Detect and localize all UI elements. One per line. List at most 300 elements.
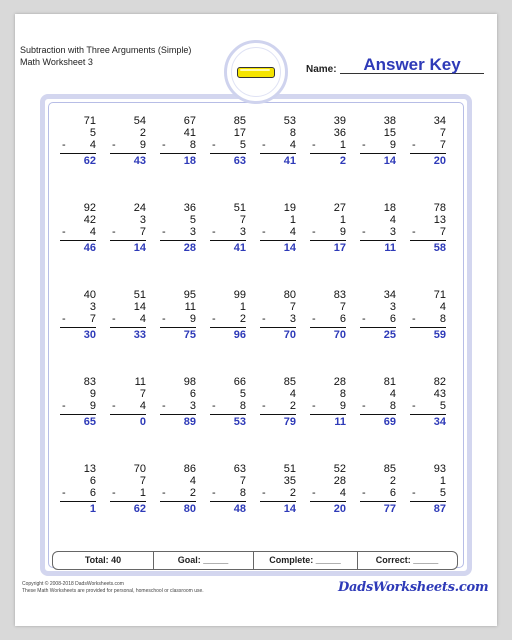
minus-sign: -: [312, 313, 316, 325]
minuend: 99: [233, 289, 246, 301]
operator-row: [206, 140, 246, 151]
answer-rule: [310, 414, 346, 415]
problem: [256, 203, 296, 267]
answer-rule: [160, 414, 196, 415]
minuend: 51: [283, 463, 296, 475]
pencil-badge: [224, 40, 288, 104]
subtrahend-1: 7: [139, 388, 146, 400]
answer-value: 2: [339, 155, 346, 167]
answer-rule: [360, 327, 396, 328]
minus-sign: -: [262, 139, 266, 151]
minuend: 92: [83, 202, 96, 214]
subtrahend-1: 14: [133, 301, 146, 313]
subtrahend-1: 5: [189, 214, 196, 226]
operator-row: [206, 314, 246, 325]
subtrahend-2: 3: [289, 313, 296, 325]
answer-rule: [210, 501, 246, 502]
subtrahend-2: 9: [339, 226, 346, 238]
problem: [206, 290, 246, 354]
answer-rule: [410, 240, 446, 241]
answer-value: 77: [383, 503, 396, 515]
score-footer: [52, 551, 458, 570]
answer-value: 41: [283, 155, 296, 167]
problem: [356, 116, 396, 180]
problem: [206, 116, 246, 180]
problem: [256, 464, 296, 528]
operator-row: [156, 140, 196, 151]
operator-row: [156, 488, 196, 499]
problem: [406, 116, 446, 180]
subtrahend-2: 4: [89, 139, 96, 151]
problem: [156, 464, 196, 528]
problem: [106, 464, 146, 528]
operator-row: [156, 314, 196, 325]
subtrahend-1: 4: [189, 475, 196, 487]
subtrahend-2: 6: [89, 487, 96, 499]
problem: [356, 377, 396, 441]
minuend: 52: [333, 463, 346, 475]
minus-sign: -: [112, 139, 116, 151]
problem: [306, 116, 346, 180]
subtrahend-2: 2: [289, 487, 296, 499]
minuend: 86: [183, 463, 196, 475]
problem: [56, 116, 96, 180]
subtrahend-1: 1: [339, 214, 346, 226]
answer-value: 34: [433, 416, 446, 428]
problem-row: [54, 203, 458, 275]
answer-value: 18: [183, 155, 196, 167]
answer-value: 33: [133, 329, 146, 341]
title-line-2: Math Worksheet 3: [20, 57, 93, 67]
subtrahend-1: 1: [239, 301, 246, 313]
minus-sign: -: [162, 139, 166, 151]
subtrahend-1: 2: [139, 127, 146, 139]
worksheet-title: [20, 44, 191, 68]
minuend: 11: [134, 376, 146, 388]
subtrahend-1: 4: [289, 388, 296, 400]
answer-rule: [210, 153, 246, 154]
minus-sign: -: [212, 400, 216, 412]
subtrahend-1: 43: [433, 388, 446, 400]
answer-rule: [110, 501, 146, 502]
subtrahend-1: 4: [439, 301, 446, 313]
minuend: 28: [333, 376, 346, 388]
operator-row: [106, 401, 146, 412]
minus-sign: -: [362, 226, 366, 238]
answer-value: 63: [233, 155, 246, 167]
subtrahend-2: 8: [239, 400, 246, 412]
subtrahend-1: 3: [389, 301, 396, 313]
answer-value: 79: [283, 416, 296, 428]
problem: [156, 116, 196, 180]
answer-rule: [160, 240, 196, 241]
subtrahend-2: 7: [439, 139, 446, 151]
minuend: 85: [233, 115, 246, 127]
answer-value: 20: [433, 155, 446, 167]
minuend: 70: [133, 463, 146, 475]
answer-value: 30: [83, 329, 96, 341]
problem: [156, 290, 196, 354]
site-logo: DadsWorksheets.com: [338, 580, 489, 595]
subtrahend-1: 1: [289, 214, 296, 226]
minus-sign: -: [262, 487, 266, 499]
subtrahend-2: 6: [389, 313, 396, 325]
answer-value: 28: [183, 242, 196, 254]
minus-sign: -: [212, 487, 216, 499]
problem: [406, 464, 446, 528]
subtrahend-1: 6: [189, 388, 196, 400]
minus-sign: -: [412, 400, 416, 412]
complete-field: Complete: _____: [269, 555, 341, 565]
copyright-line-1: Copyright © 2008-2018 DadsWorksheets.com: [22, 581, 124, 587]
answer-rule: [210, 414, 246, 415]
answer-rule: [60, 153, 96, 154]
subtrahend-1: 5: [89, 127, 96, 139]
subtrahend-1: 4: [389, 388, 396, 400]
subtrahend-1: 2: [389, 475, 396, 487]
subtrahend-1: 36: [333, 127, 346, 139]
total-count: Total: 40: [84, 555, 122, 565]
subtrahend-1: 3: [89, 301, 96, 313]
operator-row: [406, 140, 446, 151]
minuend: 39: [333, 115, 346, 127]
minus-sign: -: [162, 400, 166, 412]
answer-value: 53: [233, 416, 246, 428]
problem: [256, 116, 296, 180]
answer-value: 89: [183, 416, 196, 428]
operator-row: [156, 401, 196, 412]
subtrahend-1: 42: [83, 214, 96, 226]
answer-rule: [260, 501, 296, 502]
minus-sign: -: [412, 487, 416, 499]
answer-rule: [60, 327, 96, 328]
subtrahend-2: 1: [339, 139, 346, 151]
minus-sign: -: [212, 139, 216, 151]
minus-sign: -: [112, 400, 116, 412]
operator-row: [256, 314, 296, 325]
operator-row: [356, 140, 396, 151]
subtrahend-1: 5: [239, 388, 246, 400]
subtrahend-1: 35: [283, 475, 296, 487]
subtrahend-2: 8: [389, 400, 396, 412]
subtrahend-1: 6: [89, 475, 96, 487]
answer-value: 0: [139, 416, 146, 428]
answer-rule: [160, 327, 196, 328]
problem: [56, 203, 96, 267]
subtrahend-1: 3: [139, 214, 146, 226]
subtrahend-2: 9: [339, 400, 346, 412]
minuend: 95: [183, 289, 196, 301]
operator-row: [256, 140, 296, 151]
answer-rule: [410, 327, 446, 328]
problem: [356, 203, 396, 267]
subtrahend-2: 7: [139, 226, 146, 238]
operator-row: [256, 488, 296, 499]
problem: [406, 377, 446, 441]
answer-value: 75: [183, 329, 196, 341]
minus-sign: -: [62, 313, 66, 325]
answer-rule: [210, 327, 246, 328]
minus-sign: -: [62, 400, 66, 412]
answer-value: 58: [433, 242, 446, 254]
answer-rule: [260, 414, 296, 415]
minuend: 13: [83, 463, 96, 475]
minus-sign: -: [412, 226, 416, 238]
operator-row: [356, 314, 396, 325]
subtrahend-2: 4: [289, 139, 296, 151]
answer-value: 11: [384, 242, 396, 254]
subtrahend-1: 4: [389, 214, 396, 226]
operator-row: [156, 227, 196, 238]
problem-row: [54, 116, 458, 188]
minus-sign: -: [412, 139, 416, 151]
answer-value: 14: [283, 242, 296, 254]
answer-rule: [110, 327, 146, 328]
answer-rule: [310, 327, 346, 328]
answer-rule: [410, 501, 446, 502]
answer-rule: [360, 501, 396, 502]
operator-row: [406, 401, 446, 412]
operator-row: [106, 140, 146, 151]
minus-sign: -: [62, 139, 66, 151]
answer-value: 65: [83, 416, 96, 428]
minus-sign: -: [112, 313, 116, 325]
problem: [56, 290, 96, 354]
subtrahend-1: 7: [339, 301, 346, 313]
answer-value: 1: [89, 503, 96, 515]
answer-key-heading: Answer Key: [340, 58, 484, 74]
operator-row: [406, 314, 446, 325]
operator-row: [406, 488, 446, 499]
minuend: 67: [183, 115, 196, 127]
minuend: 38: [383, 115, 396, 127]
minuend: 80: [283, 289, 296, 301]
answer-rule: [310, 501, 346, 502]
problem: [356, 290, 396, 354]
operator-row: [256, 401, 296, 412]
minuend: 27: [333, 202, 346, 214]
operator-row: [306, 227, 346, 238]
minus-sign: -: [162, 487, 166, 499]
minus-sign: -: [112, 226, 116, 238]
problems-grid: [54, 116, 458, 526]
pencil-icon: [237, 67, 275, 78]
answer-value: 69: [383, 416, 396, 428]
operator-row: [106, 488, 146, 499]
operator-row: [56, 401, 96, 412]
subtrahend-2: 2: [289, 400, 296, 412]
answer-value: 43: [133, 155, 146, 167]
minuend: 93: [433, 463, 446, 475]
subtrahend-1: 7: [139, 475, 146, 487]
answer-rule: [260, 327, 296, 328]
minus-sign: -: [362, 139, 366, 151]
subtrahend-2: 3: [239, 226, 246, 238]
minuend: 71: [433, 289, 446, 301]
subtrahend-1: 1: [439, 475, 446, 487]
subtrahend-2: 9: [89, 400, 96, 412]
minus-sign: -: [262, 226, 266, 238]
answer-value: 62: [133, 503, 146, 515]
subtrahend-2: 5: [439, 487, 446, 499]
minus-sign: -: [312, 487, 316, 499]
subtrahend-2: 4: [139, 400, 146, 412]
minus-sign: -: [312, 400, 316, 412]
answer-value: 14: [283, 503, 296, 515]
subtrahend-1: 41: [183, 127, 196, 139]
subtrahend-1: 7: [439, 127, 446, 139]
subtrahend-2: 4: [339, 487, 346, 499]
minus-sign: -: [312, 139, 316, 151]
minus-sign: -: [212, 313, 216, 325]
problem: [256, 377, 296, 441]
subtrahend-2: 3: [189, 400, 196, 412]
subtrahend-2: 8: [439, 313, 446, 325]
answer-rule: [260, 153, 296, 154]
minuend: 82: [433, 376, 446, 388]
problem: [106, 116, 146, 180]
problem: [106, 377, 146, 441]
answer-value: 70: [283, 329, 296, 341]
subtrahend-1: 13: [433, 214, 446, 226]
minus-sign: -: [262, 313, 266, 325]
subtrahend-1: 7: [239, 214, 246, 226]
minus-sign: -: [262, 400, 266, 412]
subtrahend-1: 28: [333, 475, 346, 487]
subtrahend-2: 4: [89, 226, 96, 238]
operator-row: [356, 401, 396, 412]
subtrahend-1: 7: [289, 301, 296, 313]
answer-rule: [160, 153, 196, 154]
answer-rule: [360, 153, 396, 154]
minus-sign: -: [162, 226, 166, 238]
minus-sign: -: [162, 313, 166, 325]
minuend: 71: [83, 115, 96, 127]
minus-sign: -: [412, 313, 416, 325]
answer-value: 20: [333, 503, 346, 515]
subtrahend-2: 9: [389, 139, 396, 151]
answer-value: 14: [383, 155, 396, 167]
title-line-1: Subtraction with Three Arguments (Simple): [20, 45, 192, 55]
subtrahend-2: 7: [439, 226, 446, 238]
problem: [306, 290, 346, 354]
answer-rule: [410, 414, 446, 415]
subtrahend-2: 9: [189, 313, 196, 325]
problem: [106, 290, 146, 354]
operator-row: [56, 227, 96, 238]
subtrahend-1: 8: [289, 127, 296, 139]
subtrahend-1: 17: [233, 127, 246, 139]
minuend: 18: [383, 202, 396, 214]
minuend: 51: [233, 202, 246, 214]
problem: [306, 464, 346, 528]
name-label: Name:: [306, 64, 337, 75]
answer-rule: [410, 153, 446, 154]
answer-value: 59: [433, 329, 446, 341]
subtrahend-1: 15: [383, 127, 396, 139]
minuend: 34: [433, 115, 446, 127]
correct-field: Correct: _____: [375, 555, 439, 565]
operator-row: [56, 140, 96, 151]
answer-rule: [360, 240, 396, 241]
answer-rule: [260, 240, 296, 241]
subtrahend-2: 1: [139, 487, 146, 499]
problem: [206, 464, 246, 528]
subtrahend-1: 9: [89, 388, 96, 400]
operator-row: [206, 488, 246, 499]
answer-rule: [110, 153, 146, 154]
minus-sign: -: [212, 226, 216, 238]
subtrahend-2: 2: [239, 313, 246, 325]
answer-value: 11: [334, 416, 346, 428]
subtrahend-2: 5: [439, 400, 446, 412]
subtrahend-2: 4: [139, 313, 146, 325]
minuend: 40: [83, 289, 96, 301]
answer-rule: [160, 501, 196, 502]
minuend: 85: [283, 376, 296, 388]
subtrahend-2: 9: [139, 139, 146, 151]
minus-sign: -: [362, 487, 366, 499]
goal-field: Goal: _____: [177, 555, 229, 565]
problem: [406, 203, 446, 267]
answer-rule: [110, 240, 146, 241]
operator-row: [356, 488, 396, 499]
problem-row: [54, 464, 458, 536]
answer-value: 96: [233, 329, 246, 341]
answer-rule: [60, 501, 96, 502]
operator-row: [56, 488, 96, 499]
problem: [56, 464, 96, 528]
minuend: 53: [283, 115, 296, 127]
problem: [156, 203, 196, 267]
subtrahend-1: 7: [239, 475, 246, 487]
minus-sign: -: [62, 487, 66, 499]
operator-row: [306, 314, 346, 325]
answer-rule: [360, 414, 396, 415]
answer-value: 25: [383, 329, 396, 341]
answer-value: 80: [183, 503, 196, 515]
answer-rule: [310, 240, 346, 241]
problem: [256, 290, 296, 354]
minuend: 78: [433, 202, 446, 214]
minus-sign: -: [362, 400, 366, 412]
operator-row: [406, 227, 446, 238]
minuend: 36: [183, 202, 196, 214]
minus-sign: -: [362, 313, 366, 325]
subtrahend-1: 11: [184, 301, 196, 313]
answer-rule: [60, 240, 96, 241]
minuend: 66: [233, 376, 246, 388]
problem: [56, 377, 96, 441]
answer-value: 17: [333, 242, 346, 254]
answer-value: 70: [333, 329, 346, 341]
minuend: 54: [133, 115, 146, 127]
minuend: 24: [133, 202, 146, 214]
problem: [206, 203, 246, 267]
operator-row: [306, 140, 346, 151]
subtrahend-2: 7: [89, 313, 96, 325]
copyright-notice: [22, 581, 204, 595]
problem: [306, 203, 346, 267]
minuend: 19: [283, 202, 296, 214]
minuend: 81: [383, 376, 396, 388]
minus-sign: -: [112, 487, 116, 499]
minus-sign: -: [62, 226, 66, 238]
answer-rule: [110, 414, 146, 415]
answer-value: 48: [233, 503, 246, 515]
problem-row: [54, 290, 458, 362]
answer-value: 46: [83, 242, 96, 254]
